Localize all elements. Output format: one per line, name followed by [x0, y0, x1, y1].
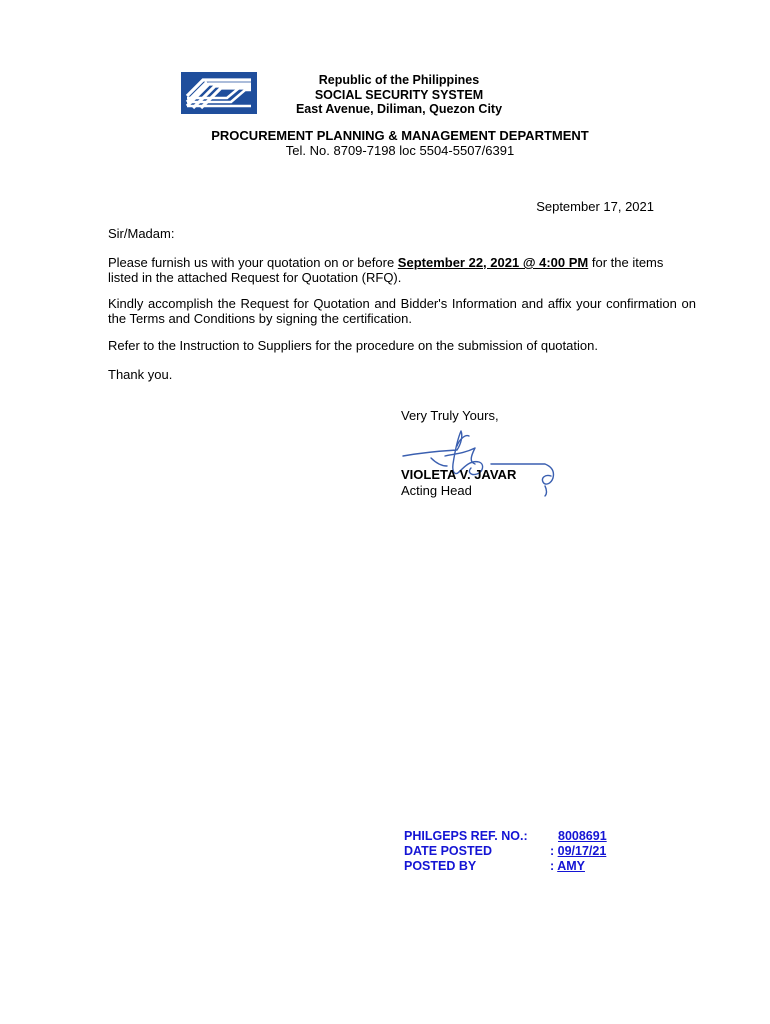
- deadline-date: September 22, 2021 @ 4:00 PM: [397, 255, 589, 270]
- paragraph-deadline-intro: Please furnish us with your quotation on or before: [108, 255, 398, 270]
- signer-name: VIOLETA V. JAVAR: [401, 467, 517, 482]
- date-posted-link[interactable]: 09/17/21: [557, 844, 607, 858]
- signer-title: Acting Head: [401, 483, 472, 498]
- posted-by-link[interactable]: AMY: [557, 859, 585, 873]
- department-tel: Tel. No. 8709-7198 loc 5504-5507/6391: [285, 143, 515, 158]
- letterhead-country: Republic of the Philippines: [318, 73, 480, 87]
- posted-by-value: [550, 859, 585, 874]
- ref-number-value[interactable]: 8008691: [558, 829, 607, 843]
- thank-you: Thank you.: [108, 367, 173, 382]
- posted-by-separator: :: [550, 859, 555, 873]
- department-name: PROCUREMENT PLANNING & MANAGEMENT DEPARTMENT: [211, 128, 589, 143]
- closing-line: Very Truly Yours,: [401, 408, 499, 423]
- letterhead: [257, 73, 541, 117]
- posted-by-label: POSTED BY: [404, 859, 477, 873]
- paragraph-instructions: Kindly accomplish the Request for Quotation and Bidder's Information and affix your confirmation on the Terms and Conditions by signing the certification.: [108, 296, 696, 326]
- letterhead-agency: SOCIAL SECURITY SYSTEM: [314, 87, 484, 102]
- letter-date: September 17, 2021: [536, 199, 654, 214]
- sss-logo-icon: [181, 72, 257, 114]
- paragraph-procedure: Refer to the Instruction to Suppliers for the procedure on the submission of quotation.: [108, 338, 598, 353]
- letterhead-address: East Avenue, Diliman, Quezon City: [295, 102, 503, 116]
- date-posted-separator: :: [550, 844, 555, 858]
- department-block: [100, 128, 700, 158]
- paragraph-deadline-rest: for the items listed in the attached Request for Quotation (RFQ).: [108, 255, 664, 285]
- ref-number-label: PHILGEPS REF. NO.:: [404, 829, 528, 843]
- salutation: Sir/Madam:: [108, 226, 175, 241]
- date-posted-label: DATE POSTED: [404, 844, 492, 858]
- date-posted-value: [550, 844, 606, 859]
- paragraph-deadline: [108, 256, 696, 285]
